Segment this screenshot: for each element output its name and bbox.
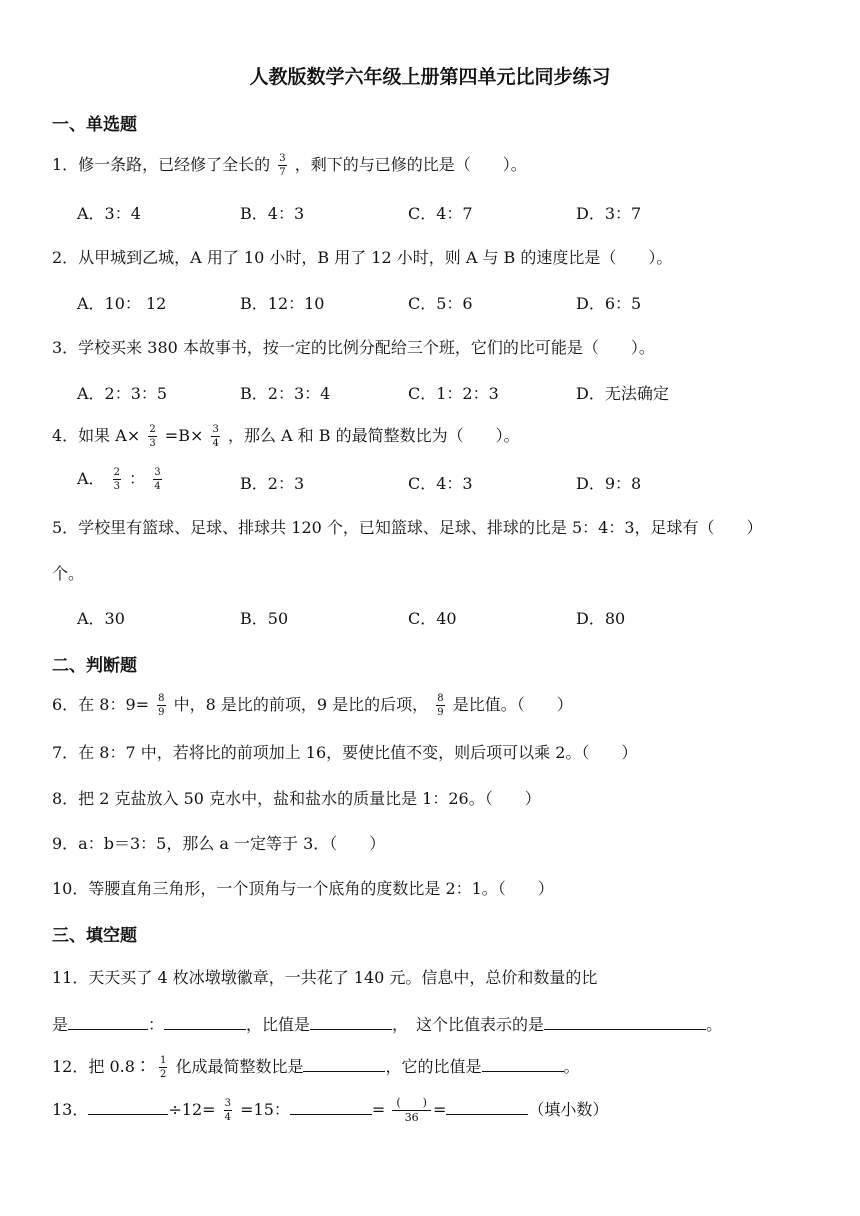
fraction-denominator: 3 — [113, 481, 121, 492]
question-12-text-mid: 化成最简整数比是 — [175, 1057, 304, 1076]
q5-option-a: A．30 — [77, 609, 125, 628]
question-12 — [52, 1054, 580, 1080]
question-5-line-2: 个。 — [52, 564, 85, 583]
question-11-line-1: 11．天天买了 4 枚冰墩墩徽章，一共花了 140 元。信息中，总价和数量的比 — [52, 968, 598, 987]
answer-blank-simplest-ratio[interactable] — [303, 1054, 385, 1072]
fraction-3-7 — [278, 153, 286, 178]
question-4-text-post: ，那么 A 和 B 的最简整数比为（ ）。 — [227, 426, 520, 445]
fraction-2-3 — [113, 467, 121, 492]
answer-blank-ratio-value[interactable] — [310, 1012, 392, 1030]
section-heading-fill-in: 三、填空题 — [52, 926, 137, 946]
question-4 — [52, 423, 520, 449]
answer-blank-meaning[interactable] — [544, 1012, 706, 1030]
fraction-denominator: 4 — [154, 481, 161, 492]
question-1-text-pre: 1．修一条路，已经修了全长的 — [52, 155, 271, 174]
q11-text-a: 是 — [52, 1015, 69, 1034]
q2-option-d: D．6：5 — [576, 294, 642, 313]
answer-blank-ratio-value[interactable] — [482, 1054, 564, 1072]
q1-option-a: A．3：4 — [77, 204, 141, 223]
q4-option-a — [77, 466, 165, 492]
question-12-text-post: 。 — [563, 1057, 580, 1076]
question-4-text-pre: 4．如果 A× — [52, 426, 141, 445]
section-heading-single-choice: 一、单选题 — [52, 115, 137, 135]
answer-blank-dividend[interactable] — [88, 1097, 168, 1115]
question-6-text-mid: 中，8 是比的前项，9 是比的后项， — [173, 695, 429, 714]
section-heading-true-false: 二、判断题 — [52, 656, 137, 676]
answer-blank-consequent[interactable] — [290, 1097, 372, 1115]
q3-option-d: D．无法确定 — [576, 384, 669, 403]
q2-option-a: A．10： 12 — [77, 294, 167, 313]
q2-option-c: C．5：6 — [408, 294, 473, 313]
fraction-8-9 — [436, 693, 444, 718]
question-12-text-pre: 12．把 0.8∶ — [52, 1057, 151, 1076]
fraction-denominator: 7 — [279, 167, 286, 178]
fraction-numerator: 2 — [149, 424, 156, 435]
answer-blank-quantity[interactable] — [164, 1012, 246, 1030]
fraction-numerator: 3 — [224, 1098, 232, 1109]
fraction-denominator: 36 — [404, 1111, 419, 1124]
question-13-text-5: （填小数） — [528, 1100, 609, 1119]
fraction-numerator: 3 — [212, 424, 219, 435]
question-7: 7．在 8：7 中，若将比的前项加上 16，要使比值不变，则后项可以乘 2。（ ） — [52, 743, 638, 762]
fraction-denominator: 2 — [160, 1069, 167, 1080]
question-6-text-post: 是比值。（ ） — [452, 695, 573, 714]
fraction-3-4 — [211, 424, 219, 449]
q3-option-b: B．2：3：4 — [240, 384, 331, 403]
q4-option-a-prefix: A． — [77, 469, 105, 488]
q1-option-b: B．4：3 — [240, 204, 305, 223]
fraction-numerator: 3 — [154, 467, 161, 478]
question-13-text-2: =15： — [240, 1100, 290, 1119]
question-13-text-pre: 13． — [52, 1100, 89, 1119]
question-8: 8．把 2 克盐放入 50 克水中，盐和盐水的质量比是 1：26。（ ） — [52, 789, 541, 808]
q5-option-b: B．50 — [240, 609, 289, 628]
question-13-text-3: = — [371, 1100, 386, 1119]
question-13 — [52, 1096, 608, 1125]
fraction-numerator: 8 — [437, 693, 444, 704]
question-5-line-1: 5．学校里有篮球、足球、排球共 120 个，已知篮球、足球、排球的比是 5：4：3，足球有（ ） — [52, 518, 763, 537]
question-13-text-4: = — [432, 1100, 447, 1119]
question-2: 2．从甲城到乙城，A 用了 10 小时，B 用了 12 小时，则 A 与 B 的速度比是（ ）。 — [52, 248, 673, 267]
fraction-numerator: 2 — [113, 467, 121, 478]
fraction-denominator: 9 — [158, 707, 165, 718]
question-3: 3．学校买来 380 本故事书，按一定的比例分配给三个班，它们的比可能是（ ）。 — [52, 338, 655, 357]
question-6-text-pre: 6．在 8：9= — [52, 695, 150, 714]
question-10: 10．等腰直角三角形，一个顶角与一个底角的度数比是 2：1。（ ） — [52, 879, 554, 898]
q2-option-b: B．12：10 — [240, 294, 325, 313]
q11-text-b: ： — [148, 1015, 165, 1034]
fraction-3-4 — [224, 1098, 232, 1123]
q3-option-c: C．1：2：3 — [408, 384, 499, 403]
question-9: 9．a：b＝3：5，那么 a 一定等于 3．（ ） — [52, 834, 386, 853]
fraction-denominator: 4 — [224, 1112, 232, 1123]
q4-option-d: D．9：8 — [576, 474, 642, 493]
q5-option-c: C．40 — [408, 609, 457, 628]
fraction-denominator: 3 — [149, 438, 156, 449]
page-title: 人教版数学六年级上册第四单元比同步练习 — [249, 66, 611, 88]
fraction-denominator: 9 — [437, 707, 444, 718]
q11-text-d: ， 这个比值表示的是 — [392, 1015, 545, 1034]
fraction-2-3 — [148, 424, 156, 449]
q11-text-c: ，比值是 — [246, 1015, 311, 1034]
q1-option-c: C．4：7 — [408, 204, 473, 223]
fraction-denominator: 4 — [212, 438, 219, 449]
fraction-8-9 — [157, 693, 165, 718]
question-1 — [52, 152, 527, 178]
question-1-text-post: ，剩下的与已修的比是（ ）。 — [294, 155, 527, 174]
question-12-text-mid2: ，它的比值是 — [385, 1057, 482, 1076]
q5-option-d: D．80 — [576, 609, 626, 628]
question-6 — [52, 692, 573, 718]
question-13-text-1: ÷12= — [168, 1100, 216, 1119]
fraction-numerator: 1 — [160, 1055, 167, 1066]
fraction-3-4 — [153, 467, 161, 492]
q3-option-a: A．2：3：5 — [77, 384, 168, 403]
q4-option-b: B．2：3 — [240, 474, 305, 493]
q4-option-c: C．4：3 — [408, 474, 473, 493]
answer-blank-total-price[interactable] — [68, 1012, 148, 1030]
fraction-numerator: 8 — [158, 693, 165, 704]
fraction-numerator: 3 — [279, 153, 286, 164]
q1-option-d: D．3：7 — [576, 204, 642, 223]
fraction-1-2 — [159, 1055, 167, 1080]
q11-text-e: 。 — [706, 1015, 723, 1034]
answer-blank-decimal[interactable] — [446, 1097, 528, 1115]
question-4-text-mid: =B× — [164, 426, 204, 445]
fraction-blank-over-36 — [392, 1096, 431, 1125]
q4-option-a-separator: ： — [129, 469, 146, 488]
question-11-line-2 — [52, 1012, 722, 1035]
answer-blank-numerator[interactable]: ( ) — [392, 1096, 431, 1111]
